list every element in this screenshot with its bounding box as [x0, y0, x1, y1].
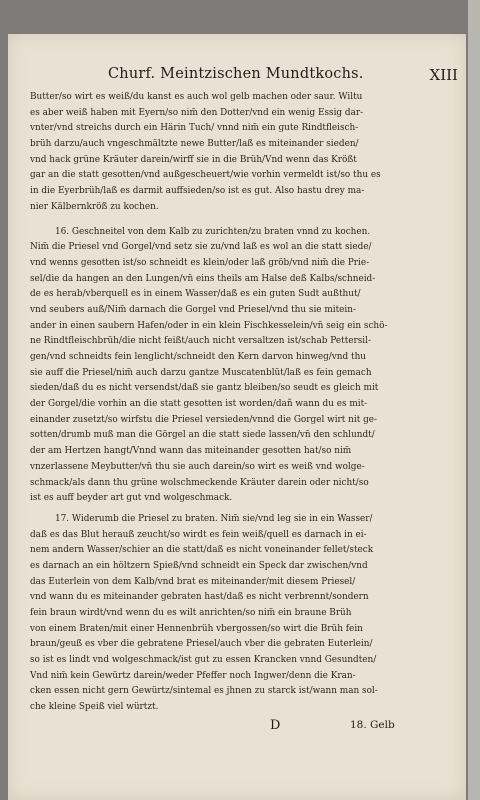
text-line: vnd wann du es miteinander gebraten hast/daß es nicht verbrennt/sondern — [30, 592, 369, 603]
catchword: 18. Gelb — [350, 719, 395, 731]
text-line: ander in einen saubern Hafen/oder in ein klein Fischkesselein/vn̄ seig ein schö- — [30, 320, 388, 331]
text-line: vnter/vnd streichs durch ein Härin Tuch/ vnnd nim̃ ein gute Rindtfleisch- — [30, 123, 359, 134]
text-line: de es herab/vberquell es in einem Wasser/daß es ein guten Sudt außthut/ — [30, 289, 361, 300]
text-line: cken essen nicht gern Gewürtz/sintemal es jhnen zu starck ist/wann man sol- — [30, 686, 378, 697]
text-line: daß es das Blut herauß zeucht/so wirdt es fein weiß/quell es darnach in ei- — [30, 529, 367, 540]
text-line: es aber weiß haben mit Eyern/so nim̃ den Dotter/vnd ein wenig Essig dar- — [30, 107, 364, 118]
text-line: von einem Braten/mit einer Hennenbrüh vbergossen/so wirt die Brüh fein — [30, 623, 363, 634]
text-line: vnd hack grüne Kräuter darein/wirff sie in die Brüh/Vnd wenn das Krößt — [30, 154, 357, 165]
text-line: der Gorgel/die vorhin an die statt gesotten ist worden/dañ wann du es mit- — [30, 399, 368, 410]
page-footer — [8, 718, 466, 738]
text-line: in die Eyerbrüh/laß es darmit auffsieden/so ist es gut. Also hastu drey ma- — [30, 186, 365, 197]
viewer-edge — [468, 0, 480, 800]
page-header — [108, 66, 458, 90]
text-line: fein braun wirdt/vnd wenn du es wilt anrichten/so nim̃ ein braune Brüh — [30, 608, 352, 618]
page-body — [30, 90, 450, 716]
text-line: vnd wenns gesotten ist/so schneidt es klein/oder laß gröb/vnd nim̃ die Prie- — [30, 257, 370, 268]
text-line: der am Hertzen hangt/Vnnd wann das miteinander gesotten hat/so nim̃ — [30, 446, 352, 457]
paragraph-16 — [30, 225, 450, 507]
paragraph-spacer — [30, 216, 450, 225]
text-line: vnd seubers auß/Nim̃ darnach die Gorgel vnd Priesel/vnd thu sie mitein- — [30, 304, 356, 315]
text-line: che kleine Speiß viel würtzt. — [30, 702, 159, 713]
folio-number: XIII — [429, 66, 458, 84]
text-line: sieden/daß du es nicht versendst/daß sie gantz bleiben/so seudt es gleich mit — [30, 383, 379, 394]
signature-mark: D — [270, 718, 281, 733]
text-line: sie auff die Priesel/nim̃ auch darzu gantze Muscatenblüt/laß es fein gemach — [30, 367, 372, 378]
text-line: gar an die statt gesotten/vnd außgescheuert/wie vorhin vermeldt ist/so thu es — [30, 170, 381, 181]
text-line: nem andern Wasser/schier an die statt/daß es nicht voneinander fellet/steck — [30, 545, 374, 556]
paragraph-17 — [30, 512, 450, 716]
text-line: Butter/so wirt es weiß/du kanst es auch wol gelb machen oder saur. Wiltu — [30, 92, 363, 102]
text-line: es darnach an ein höltzern Spieß/vnd schneidt ein Speck dar zwischen/vnd — [30, 560, 368, 571]
book-page — [8, 34, 466, 800]
text-line: ist es auff beyder art gut vnd wolgeschmack. — [30, 493, 233, 504]
text-line: so ist es lindt vnd wolgeschmack/ist gut zu essen Krancken vnnd Gesundten/ — [30, 655, 377, 666]
recipe-heading-line: 16. Geschneitel von dem Kalb zu zurichten/zu braten vnnd zu kochen. — [55, 226, 371, 237]
text-line: nier Kälbernkröß zu kochen. — [30, 201, 159, 212]
text-line: brüh darzu/auch vngeschmältzte newe Butter/laß es miteinander sieden/ — [30, 139, 359, 150]
text-line: gen/vnd schneidts fein lenglicht/schneidt den Kern darvon hinweg/vnd thu — [30, 352, 367, 362]
text-line: Nim̃ die Priesel vnd Gorgel/vnd setz sie zu/vnd laß es wol an die statt siede/ — [30, 242, 372, 253]
text-line: braun/geuß es vber die gebratene Priesel/auch vber die gebraten Euterlein/ — [30, 639, 373, 650]
text-line: das Euterlein von dem Kalb/vnd brat es miteinander/mit diesem Priesel/ — [30, 576, 356, 587]
text-line: einander zusetzt/so wirfstu die Priesel versieden/vnnd die Gorgel wirt nit ge- — [30, 414, 378, 425]
text-line: vnzerlassene Meybutter/vn̄ thu sie auch darein/so wirt es weiß vnd wolge- — [30, 461, 365, 472]
paragraph-1 — [30, 90, 450, 216]
text-line: Vnd nim̃ kein Gewürtz darein/weder Pfeffer noch Ingwer/denn die Kran- — [30, 670, 356, 681]
recipe-heading-line: 17. Widerumb die Priesel zu braten. Nim̃ sie/vnd leg sie in ein Wasser/ — [55, 513, 373, 524]
text-line: schmack/als dann thu grüne wolschmeckende Kräuter darein oder nicht/so — [30, 477, 369, 488]
text-line: ne Rindtfleischbrüh/die nicht feißt/auch nicht versaltzen ist/schab Pettersil- — [30, 336, 371, 347]
running-head: Churf. Meintzischen Mundtkochs. — [108, 66, 364, 82]
text-line: sel/die da hangen an den Lungen/vn̄ eins theils am Halse deß Kalbs/schneid- — [30, 273, 376, 284]
text-line: sotten/drumb muß man die Görgel an die statt siede lassen/vn̄ den schlundt/ — [30, 430, 375, 441]
